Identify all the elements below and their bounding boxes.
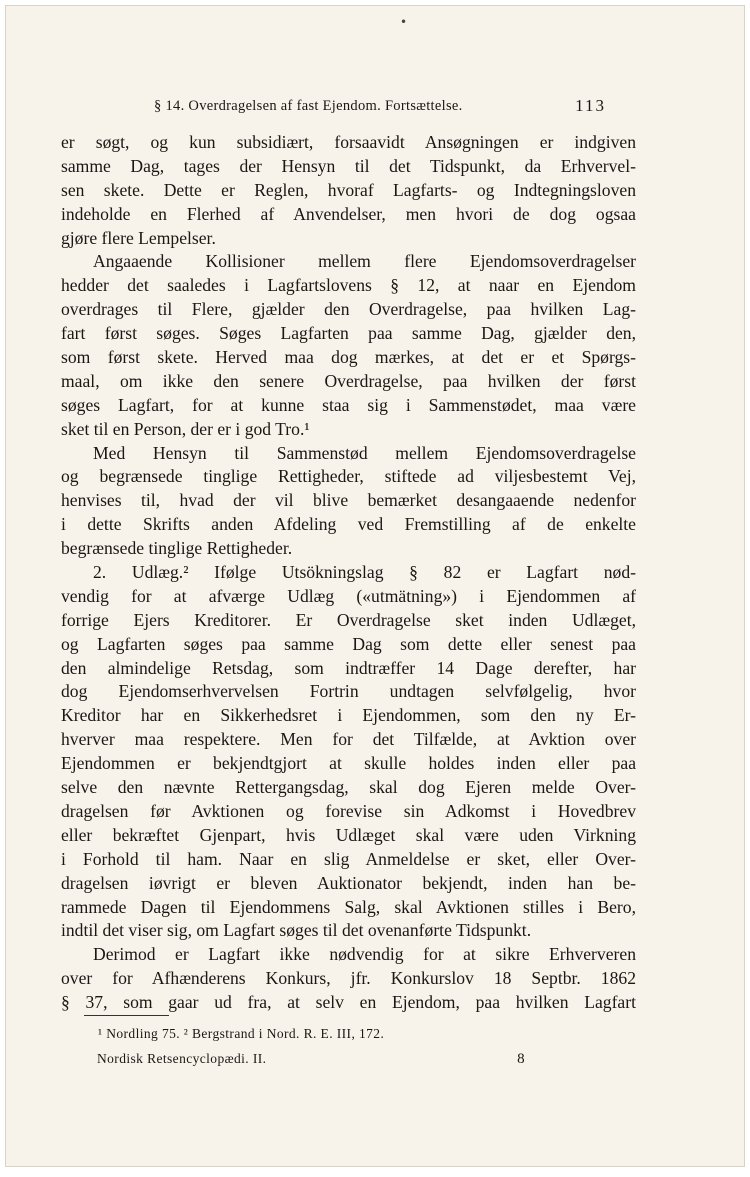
text-line: samme Dag, tages der Hensyn til det Tidspunkt, da Erhvervel- <box>61 155 636 176</box>
text-line: fart først søges. Søges Lagfarten paa samme Dag, gjælder den, <box>61 323 636 344</box>
book-page <box>5 5 745 1167</box>
text-line: henvises til, hvad der vil blive bemærket desangaaende nedenfor <box>61 490 636 511</box>
text-line: søges Lagfart, for at kunne staa sig i Sammenstødet, maa være <box>61 394 636 415</box>
text-line: vendig for at afværge Udlæg («utmätning») i Ejendommen af <box>61 585 636 606</box>
text-line: over for Afhænderens Konkurs, jfr. Konkurslov 18 Septbr. 1862 <box>61 968 636 989</box>
text-line: maal, om ikke den senere Overdragelse, paa hvilken der først <box>61 370 636 391</box>
text-line: og begrænsede tinglige Rettigheder, stiftede ad viljesbestemt Vej, <box>61 466 636 487</box>
page-footer <box>97 1051 525 1067</box>
running-header <box>154 98 606 115</box>
text-line: sen skete. Dette er Reglen, hvoraf Lagfarts- og Indtegningsloven <box>61 179 636 200</box>
text-line: i Forhold til ham. Naar en slig Anmeldelse er sket, eller Over- <box>61 848 636 869</box>
text-line: hedder det saaledes i Lagfartslovens § 12, at naar en Ejendom <box>61 275 636 296</box>
text-line: rammede Dagen til Ejendommens Salg, skal Avktionen stilles i Bero, <box>61 896 636 917</box>
text-line: begrænsede tinglige Rettigheder. <box>61 538 293 559</box>
text-line: § 37, som gaar ud fra, at selv en Ejendom, paa hvilken Lagfart <box>61 992 636 1013</box>
text-line: dragelsen før Avktionen og forevise sin Adkomst i Hovedbrev <box>61 800 636 821</box>
text-line: selve den nævnte Rettergangsdag, skal dog Ejeren melde Over- <box>61 777 636 798</box>
text-line: som først skete. Herved maa dog mærkes, at det er et Spørgs- <box>61 347 636 368</box>
text-line: forrige Ejers Kreditorer. Er Overdragelse sket inden Udlæget, <box>61 609 636 630</box>
text-line: indeholde en Flerhed af Anvendelser, men hvori de dog ogsaa <box>61 203 636 224</box>
text-line: sket til en Person, der er i god Tro.¹ <box>61 418 310 439</box>
text-line: dragelsen iøvrigt er bleven Auktionator bekjendt, inden han be- <box>61 872 636 893</box>
text-line: Angaaende Kollisioner mellem flere Ejendomsoverdragelser <box>93 251 636 272</box>
header-title: § 14. Overdragelsen af fast Ejendom. Fortsættelse. <box>154 98 463 114</box>
text-line: 2. Udlæg.² Ifølge Utsökningslag § 82 er Lagfart nød- <box>93 562 636 583</box>
text-line: gjøre flere Lempelser. <box>61 227 216 248</box>
text-line: eller bekræftet Gjenpart, hvis Udlæget skal være uden Virkning <box>61 824 636 845</box>
footnote-rule <box>84 1015 169 1016</box>
print-mark: • <box>400 15 408 29</box>
publication-title: Nordisk Retsencyclopædi. II. <box>97 1051 267 1066</box>
text-line: og Lagfarten søges paa samme Dag som dette eller senest paa <box>61 633 636 654</box>
page-number: 113 <box>575 96 606 115</box>
text-line: indtil det viser sig, om Lagfart søges til det ovenanførte Tidspunkt. <box>61 920 532 941</box>
text-line: Kreditor har en Sikkerhedsret i Ejendommen, som den ny Er- <box>61 705 636 726</box>
signature-mark: 8 <box>517 1051 525 1067</box>
body-text <box>61 131 636 1015</box>
text-line: hverver maa respektere. Men for det Tilfælde, at Avktion over <box>61 729 636 750</box>
text-line: er søgt, og kun subsidiært, forsaavidt Ansøgningen er indgiven <box>61 132 636 152</box>
text-line: den almindelige Retsdag, som indtræffer 14 Dage derefter, har <box>61 657 636 678</box>
text-line: Derimod er Lagfart ikke nødvendig for at sikre Erhververen <box>93 944 636 965</box>
footnotes: ¹ Nordling 75. ² Bergstrand i Nord. R. E. III, 172. <box>98 1026 385 1041</box>
text-line: dog Ejendomserhvervelsen Fortrin undtagen selvfølgelig, hvor <box>61 681 636 702</box>
text-line: i dette Skrifts anden Afdeling ved Fremstilling af de enkelte <box>61 514 636 535</box>
text-line: Ejendommen er bekjendtgjort at skulle holdes inden eller paa <box>61 753 636 774</box>
text-line: overdrages til Flere, gjælder den Overdragelse, paa hvilken Lag- <box>61 299 636 320</box>
text-line: Med Hensyn til Sammenstød mellem Ejendomsoverdragelse <box>93 442 636 463</box>
